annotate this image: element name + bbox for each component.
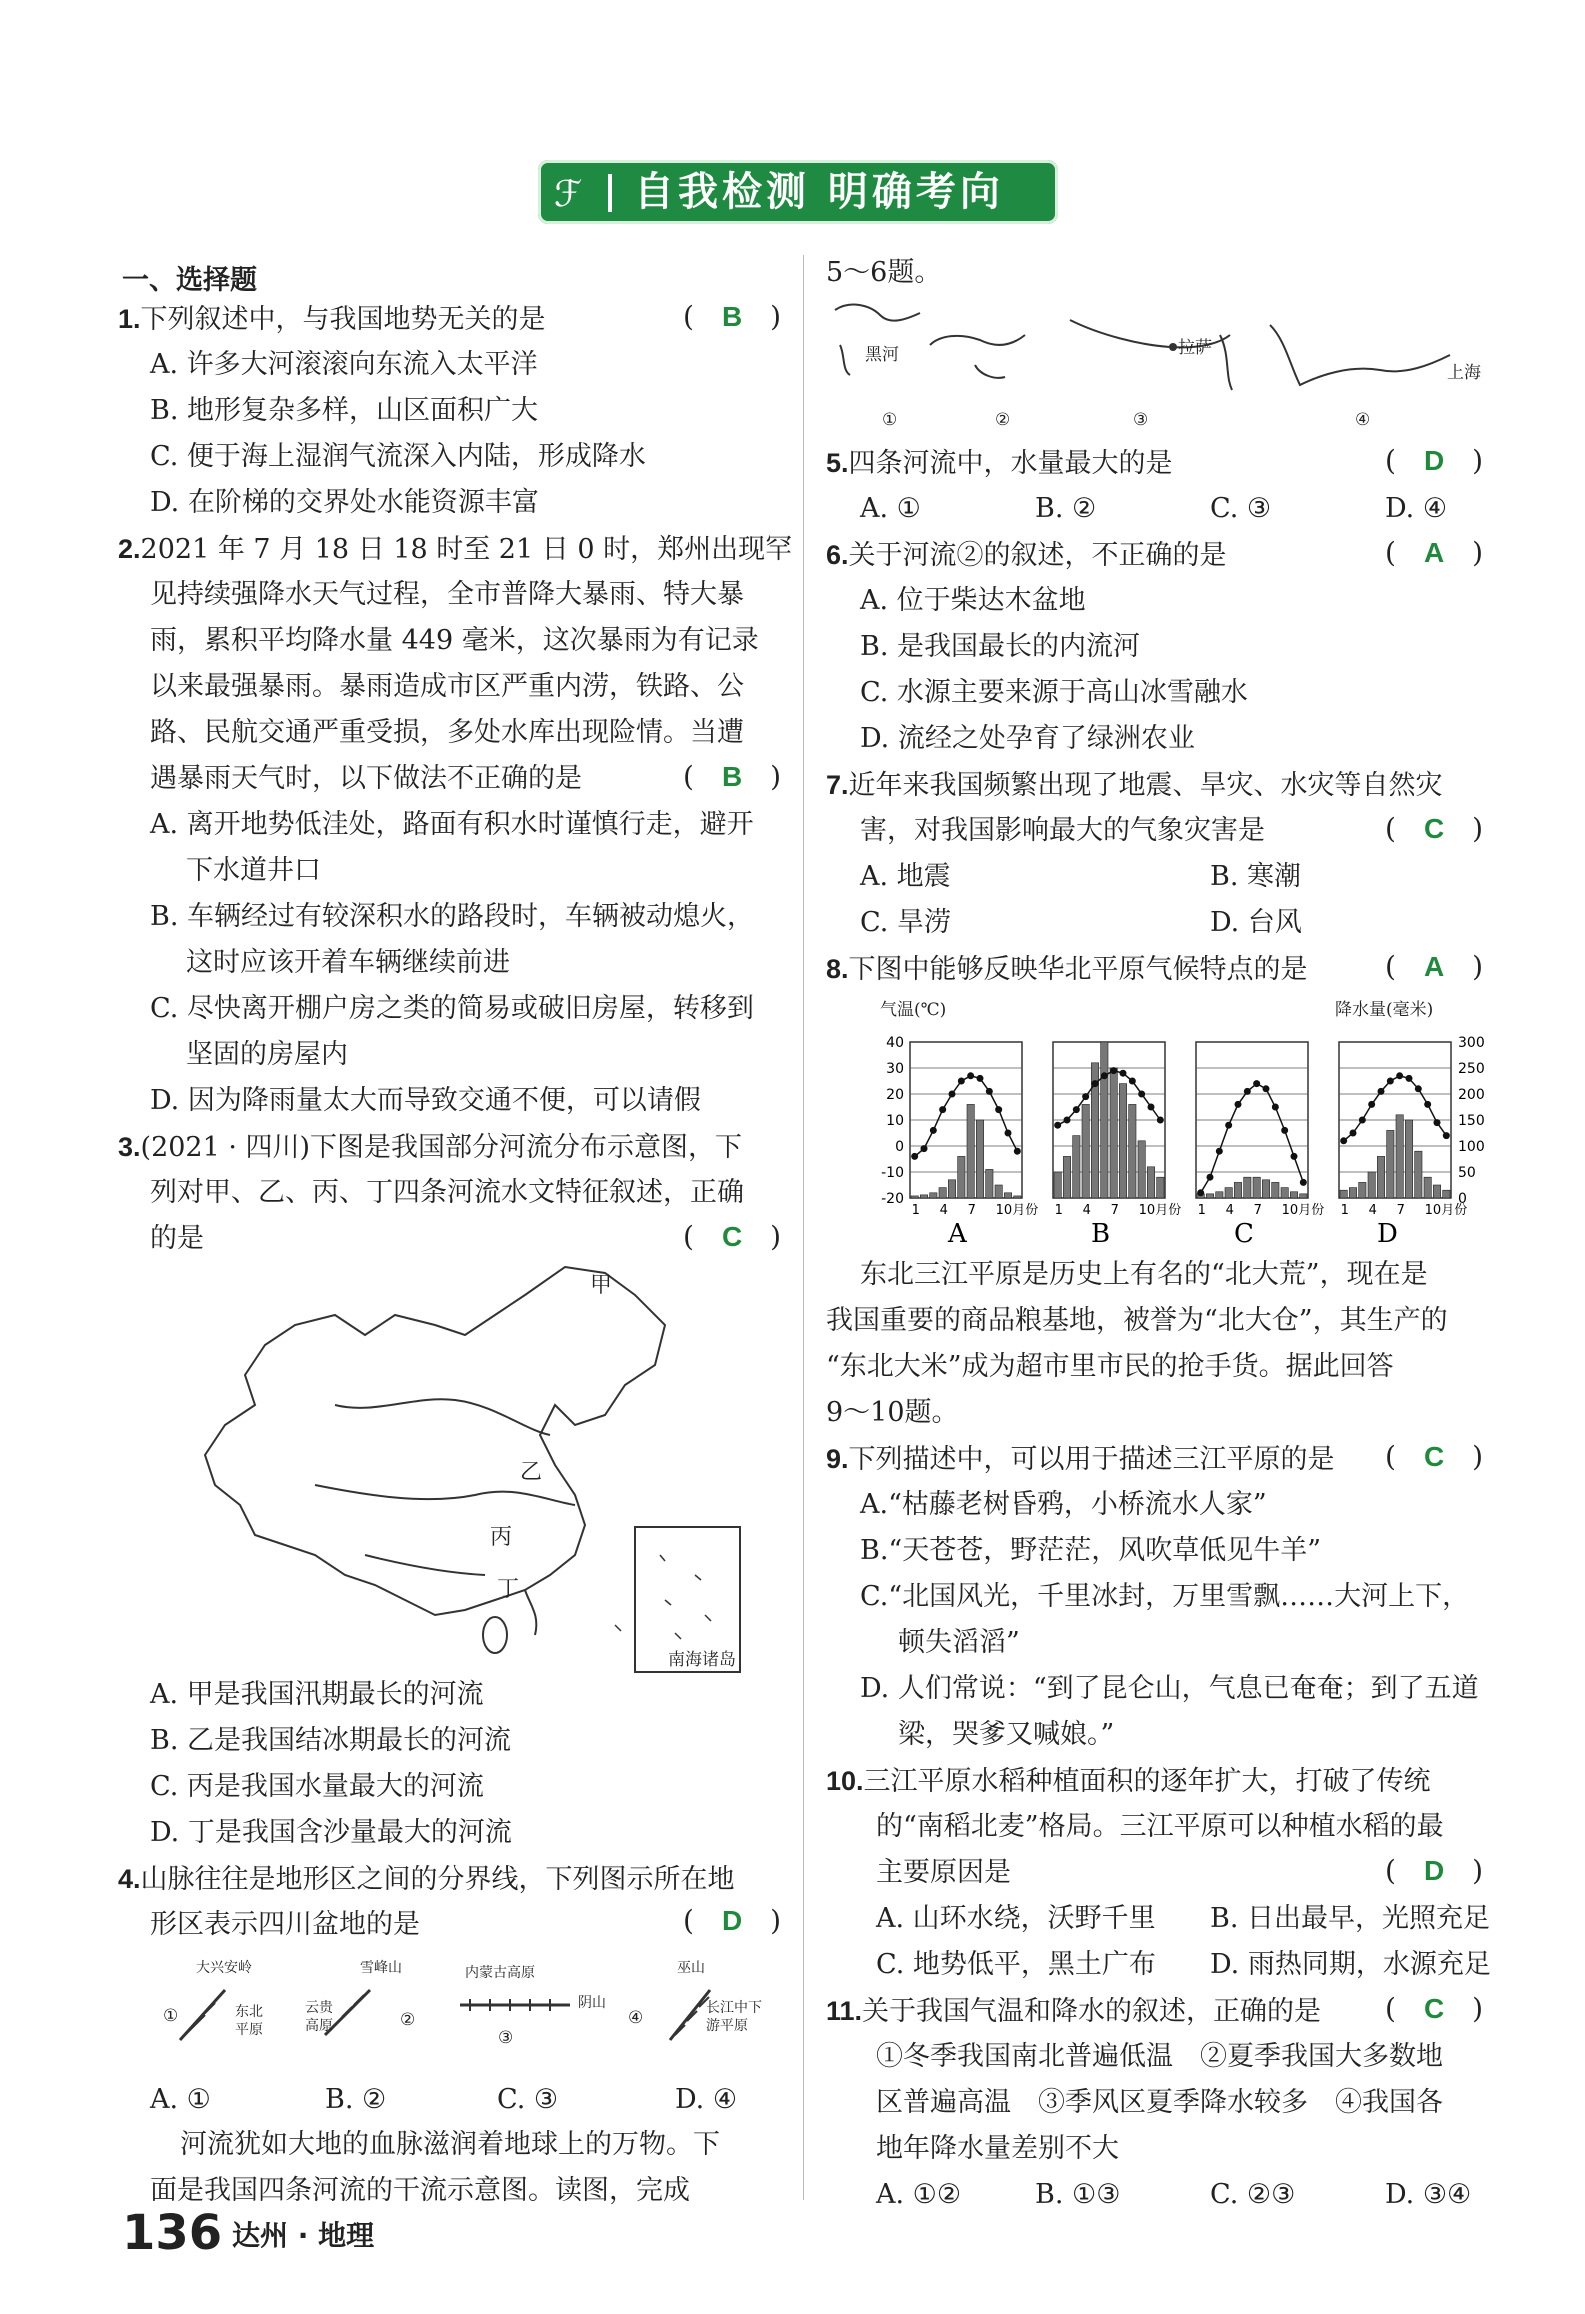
label-circle-1: ① xyxy=(163,2006,179,2026)
chart-name-label: B xyxy=(1091,1219,1111,1249)
label-youpingyuan: 游平原 xyxy=(706,2018,748,2034)
precip-bar xyxy=(967,1104,974,1198)
q5-option: A. ① xyxy=(860,493,921,524)
q7-option: C. 旱涝 xyxy=(860,907,951,938)
temperature-point xyxy=(1092,1080,1099,1087)
precip-bar xyxy=(1054,1172,1061,1198)
four-rivers-sketch xyxy=(830,295,1490,425)
q7-stem: 7.近年来我国频繁出现了地震、旱灾、水灾等自然灾 xyxy=(826,770,1443,801)
precip-bar xyxy=(1119,1084,1126,1198)
river-num-1: ① xyxy=(882,410,898,430)
map-label-jia: 甲 xyxy=(590,1273,613,1298)
q8-answer: ( A ) xyxy=(1385,950,1484,983)
q4-option: D. ④ xyxy=(675,2084,738,2115)
q2-stem-line: 路、民航交通严重受损，多处水库出现险情。当遭 xyxy=(150,717,744,748)
temperature-point xyxy=(1129,1078,1136,1085)
precip-tick-label: 200 xyxy=(1458,1087,1485,1103)
precip-bar xyxy=(1082,1104,1089,1198)
precip-tick-label: 300 xyxy=(1458,1035,1485,1051)
q7-option: B. 寒潮 xyxy=(1210,861,1302,892)
temperature-point xyxy=(939,1106,946,1113)
temperature-point xyxy=(995,1106,1002,1113)
precip-bar xyxy=(995,1185,1002,1198)
q6-option: B. 是我国最长的内流河 xyxy=(860,631,1141,662)
map-label-south-china-sea: 南海诸岛 xyxy=(668,1650,736,1670)
temperature-point xyxy=(1368,1101,1375,1108)
temperature-point xyxy=(1281,1127,1288,1134)
temperature-point xyxy=(949,1091,956,1098)
q5-stem: 5.四条河流中，水量最大的是 xyxy=(826,448,1173,479)
chart-name-label: D xyxy=(1377,1219,1398,1249)
precip-bar xyxy=(958,1156,965,1198)
q6-option: D. 流经之处孕育了绿洲农业 xyxy=(860,723,1195,754)
chart-ylabel-temp: 气温(℃) xyxy=(880,1000,947,1020)
month-tick-label: 1 xyxy=(911,1203,920,1218)
temperature-point xyxy=(1359,1117,1366,1124)
precip-bar xyxy=(1300,1194,1307,1198)
temperature-point xyxy=(986,1088,993,1095)
map-label-ding: 丁 xyxy=(497,1577,520,1602)
temperature-point xyxy=(1263,1085,1270,1092)
month-tick-label: 7 xyxy=(1396,1203,1405,1218)
label-gaoyuan: 高原 xyxy=(305,2018,333,2034)
q11-option: D. ③④ xyxy=(1385,2179,1472,2210)
q10-stem-line: 的“南稻北麦”格局。三江平原可以种植水稻的最 xyxy=(876,1811,1444,1842)
label-circle-4: ④ xyxy=(628,2008,644,2028)
label-neimenggu: 内蒙古高原 xyxy=(465,1965,535,1981)
map-label-yi: 乙 xyxy=(520,1460,543,1485)
q9-option: A.“枯藤老树昏鸦，小桥流水人家” xyxy=(860,1489,1267,1520)
chart-name-label: A xyxy=(948,1219,967,1249)
q9-stem: 9.下列描述中，可以用于描述三江平原的是 xyxy=(826,1444,1335,1475)
q3-option: A. 甲是我国汛期最长的河流 xyxy=(150,1679,484,1710)
temperature-line xyxy=(1058,1071,1161,1126)
page-number: 136 xyxy=(122,2205,223,2261)
q9-option-cont: 顿失滔滔” xyxy=(898,1627,1020,1658)
precip-bar xyxy=(1368,1172,1375,1198)
temperature-point xyxy=(1424,1101,1431,1108)
temperature-point xyxy=(1434,1119,1441,1126)
precip-bar xyxy=(1244,1177,1251,1198)
month-tick-label: 10月份 xyxy=(1138,1203,1182,1218)
temperature-point xyxy=(1207,1174,1214,1181)
month-tick-label: 7 xyxy=(1110,1203,1119,1218)
river-label-lasa: 拉萨 xyxy=(1178,338,1212,358)
precip-bar xyxy=(1290,1192,1297,1198)
q4-option: C. ③ xyxy=(497,2084,559,2115)
banner-title: 自我检测 明确考向 xyxy=(634,169,1004,215)
river-num-2: ② xyxy=(995,410,1011,430)
q2-stem-line: 以来最强暴雨。暴雨造成市区严重内涝，铁路、公 xyxy=(150,671,744,702)
precip-bar xyxy=(948,1180,955,1198)
temperature-point xyxy=(1378,1088,1385,1095)
temp-tick-label: 10 xyxy=(886,1113,904,1129)
temp-tick-label: 0 xyxy=(895,1139,904,1155)
precip-bar xyxy=(1415,1151,1422,1198)
q2-option: D. 因为降雨量太大而导致交通不便，可以请假 xyxy=(150,1085,701,1116)
precip-bar xyxy=(1443,1190,1450,1198)
q10-stem-line: 主要原因是 xyxy=(876,1857,1011,1888)
label-yungui: 云贵 xyxy=(305,2000,333,2016)
q6-option: C. 水源主要来源于高山冰雪融水 xyxy=(860,677,1248,708)
label-changjiang: 长江中下 xyxy=(706,2000,762,2016)
label-circle-3: ③ xyxy=(498,2028,514,2048)
q10-answer: ( D ) xyxy=(1385,1854,1484,1887)
intro-9-10: 东北三江平原是历史上有名的“北大荒”，现在是 xyxy=(860,1259,1428,1290)
temperature-point xyxy=(958,1078,965,1085)
precip-tick-label: 50 xyxy=(1458,1165,1476,1181)
temperature-point xyxy=(1014,1148,1021,1155)
intro-9-10-line: 我国重要的商品粮基地，被誉为“北大仓”，其生产的 xyxy=(826,1305,1448,1336)
q8-stem: 8.下图中能够反映华北平原气候特点的是 xyxy=(826,954,1308,985)
precip-tick-label: 250 xyxy=(1458,1061,1485,1077)
page-subject: 达州 · 地理 xyxy=(232,2219,375,2252)
q1-answer: ( B ) xyxy=(683,300,782,333)
q10-option: B. 日出最早，光照充足 xyxy=(1210,1903,1491,1934)
q11-stem: 11.关于我国气温和降水的叙述，正确的是 xyxy=(826,1996,1322,2027)
q3-option: D. 丁是我国含沙量最大的河流 xyxy=(150,1817,512,1848)
river-label-heihe: 黑河 xyxy=(865,345,899,365)
temperature-point xyxy=(1272,1104,1279,1111)
q1-option: C. 便于海上湿润气流深入内陆，形成降水 xyxy=(150,441,646,472)
q4-option: A. ① xyxy=(150,2084,211,2115)
precip-bar xyxy=(1073,1136,1080,1198)
month-tick-label: 7 xyxy=(1253,1203,1262,1218)
q2-option-cont: 坚固的房屋内 xyxy=(186,1039,348,1070)
q11-option: B. ①③ xyxy=(1035,2179,1121,2210)
month-tick-label: 7 xyxy=(967,1203,976,1218)
label-xuefengshan: 雪峰山 xyxy=(360,1960,402,1976)
temperature-point xyxy=(967,1072,974,1079)
q1-stem: 1.下列叙述中，与我国地势无关的是 xyxy=(118,304,546,335)
q2-stem-line: 雨，累积平均降水量 449 毫米，这次暴雨为有记录 xyxy=(150,625,759,656)
temperature-line xyxy=(1344,1076,1447,1141)
temperature-point xyxy=(1054,1122,1061,1129)
q3-answer: ( C ) xyxy=(683,1220,782,1253)
precip-bar xyxy=(1110,1068,1117,1198)
q3-stem-line: 列对甲、乙、丙、丁四条河流水文特征叙述，正确 xyxy=(150,1177,744,1208)
q9-option-cont: 梁，哭爹又喊娘。” xyxy=(898,1719,1115,1750)
precip-bar xyxy=(1138,1141,1145,1198)
month-tick-label: 10月份 xyxy=(995,1203,1039,1218)
precip-tick-label: 0 xyxy=(1458,1191,1467,1207)
q2-stem-line: 见持续强降水天气过程，全市普降大暴雨、特大暴 xyxy=(150,579,744,610)
q10-stem: 10.三江平原水稻种植面积的逐年扩大，打破了传统 xyxy=(826,1766,1431,1797)
precip-bar xyxy=(1377,1156,1384,1198)
chart-ylabel-precip: 降水量(毫米) xyxy=(1335,1000,1434,1020)
temperature-point xyxy=(1005,1130,1012,1137)
svg-text:ℱ: ℱ xyxy=(554,174,583,215)
intro-5-6: 河流犹如大地的血脉滋润着地球上的万物。下 xyxy=(180,2129,720,2160)
q7-stem-line: 害，对我国影响最大的气象灾害是 xyxy=(860,815,1265,846)
q9-option: C.“北国风光，千里冰封，万里雪飘……大河上下， xyxy=(860,1581,1470,1612)
chart-name-label: C xyxy=(1234,1219,1254,1249)
precip-bar xyxy=(1206,1194,1213,1198)
temperature-point xyxy=(1253,1080,1260,1087)
intro-5-6-line: 面是我国四条河流的干流示意图。读图，完成 xyxy=(150,2175,690,2206)
temperature-line xyxy=(1201,1084,1304,1193)
climate-charts xyxy=(820,1020,1510,1250)
temperature-point xyxy=(1157,1117,1164,1124)
intro-9-10-line: 9～10题。 xyxy=(826,1397,959,1428)
q3-stem: 3.(2021 · 四川)下图是我国部分河流分布示意图，下 xyxy=(118,1132,743,1163)
q7-option: A. 地震 xyxy=(860,861,951,892)
q6-stem: 6.关于河流②的叙述，不正确的是 xyxy=(826,540,1227,571)
q11-option: C. ②③ xyxy=(1210,2179,1296,2210)
month-tick-label: 4 xyxy=(1082,1203,1091,1218)
q9-answer: ( C ) xyxy=(1385,1440,1484,1473)
precip-bar xyxy=(1405,1120,1412,1198)
precip-bar xyxy=(1004,1193,1011,1198)
precip-bar xyxy=(976,1120,983,1198)
q2-answer: ( B ) xyxy=(683,760,782,793)
precip-bar xyxy=(1157,1177,1164,1198)
temperature-point xyxy=(1291,1153,1298,1160)
temp-tick-label: -10 xyxy=(881,1165,904,1181)
temperature-point xyxy=(1244,1088,1251,1095)
temperature-point xyxy=(1073,1106,1080,1113)
temperature-point xyxy=(1350,1130,1357,1137)
precip-bar xyxy=(1433,1185,1440,1198)
temperature-point xyxy=(1300,1179,1307,1186)
river-label-shanghai: 上海 xyxy=(1447,363,1481,383)
q6-answer: ( A ) xyxy=(1385,536,1484,569)
precip-bar xyxy=(1281,1188,1288,1198)
precip-bar xyxy=(920,1195,927,1198)
temperature-point xyxy=(911,1153,918,1160)
precip-bar xyxy=(1340,1190,1347,1198)
month-tick-label: 4 xyxy=(939,1203,948,1218)
temperature-line xyxy=(915,1076,1018,1157)
q3-option: B. 乙是我国结冰期最长的河流 xyxy=(150,1725,512,1756)
month-tick-label: 4 xyxy=(1225,1203,1234,1218)
q5-option: B. ② xyxy=(1035,493,1097,524)
precip-bar xyxy=(1101,1042,1108,1198)
precip-bar xyxy=(1262,1180,1269,1198)
month-tick-label: 4 xyxy=(1368,1203,1377,1218)
precip-bar xyxy=(1349,1188,1356,1198)
precip-bar xyxy=(1225,1188,1232,1198)
q6-option: A. 位于柴达木盆地 xyxy=(860,585,1086,616)
temperature-point xyxy=(1101,1072,1108,1079)
temperature-point xyxy=(1082,1093,1089,1100)
precip-bar xyxy=(1129,1104,1136,1198)
q10-option: A. 山环水绕，沃野千里 xyxy=(876,1903,1156,1934)
q2-option-cont: 这时应该开着车辆继续前进 xyxy=(186,947,510,978)
river-num-3: ③ xyxy=(1133,410,1149,430)
temperature-point xyxy=(1443,1132,1450,1139)
precip-bar xyxy=(1063,1156,1070,1198)
q7-answer: ( C ) xyxy=(1385,812,1484,845)
precip-tick-label: 100 xyxy=(1458,1139,1485,1155)
q11-option: A. ①② xyxy=(876,2179,962,2210)
q1-option: A. 许多大河滚滚向东流入太平洋 xyxy=(150,349,538,380)
temperature-point xyxy=(921,1145,928,1152)
temp-tick-label: -20 xyxy=(881,1191,904,1207)
temperature-point xyxy=(1148,1104,1155,1111)
precip-bar xyxy=(1359,1182,1366,1198)
q4-answer: ( D ) xyxy=(683,1904,782,1937)
precip-bar xyxy=(1234,1182,1241,1198)
precip-bar xyxy=(1387,1130,1394,1198)
precip-bar xyxy=(1272,1182,1279,1198)
temperature-point xyxy=(1120,1070,1127,1077)
q1-option: D. 在阶梯的交界处水能资源丰富 xyxy=(150,487,539,518)
q5-answer: ( D ) xyxy=(1385,444,1484,477)
precip-bar xyxy=(939,1188,946,1198)
q3-option: C. 丙是我国水量最大的河流 xyxy=(150,1771,484,1802)
label-wushan: 巫山 xyxy=(677,1960,705,1976)
river-num-4: ④ xyxy=(1355,410,1371,430)
section-title: 一、选择题 xyxy=(122,265,257,296)
precip-bar xyxy=(986,1169,993,1198)
precip-bar xyxy=(1216,1192,1223,1198)
map-label-bing: 丙 xyxy=(490,1525,513,1550)
q4-stem-line: 形区表示四川盆地的是 xyxy=(150,1909,420,1940)
q11-body: 区普遍高温 ③季风区夏季降水较多 ④我国各 xyxy=(876,2087,1443,2118)
month-tick-label: 10月份 xyxy=(1281,1203,1325,1218)
temp-tick-label: 40 xyxy=(886,1035,904,1051)
temperature-point xyxy=(977,1075,984,1082)
temperature-point xyxy=(1197,1189,1204,1196)
precip-tick-label: 150 xyxy=(1458,1113,1485,1129)
temperature-point xyxy=(1064,1117,1071,1124)
q10-option: D. 雨热同期，水源充足 xyxy=(1210,1949,1491,1980)
q11-body: 地年降水量差别不大 xyxy=(876,2133,1119,2164)
china-rivers-map xyxy=(195,1255,755,1675)
temperature-point xyxy=(1406,1075,1413,1082)
label-daxinganling: 大兴安岭 xyxy=(196,1960,252,1976)
precip-bar xyxy=(1396,1115,1403,1198)
q9-option: B.“天苍苍，野茫茫，风吹草低见牛羊” xyxy=(860,1535,1322,1566)
q2-option-cont: 下水道井口 xyxy=(186,855,321,886)
temperature-point xyxy=(1110,1067,1117,1074)
precip-bar xyxy=(1147,1167,1154,1198)
q10-option: C. 地势低平，黑土广布 xyxy=(876,1949,1156,1980)
precip-bar xyxy=(911,1196,918,1198)
temperature-point xyxy=(1396,1072,1403,1079)
q1-option: B. 地形复杂多样，山区面积广大 xyxy=(150,395,539,426)
temperature-point xyxy=(1225,1122,1232,1129)
temperature-point xyxy=(1235,1101,1242,1108)
q11-answer: ( C ) xyxy=(1385,1992,1484,2025)
temperature-point xyxy=(1415,1085,1422,1092)
runner-icon xyxy=(550,168,622,216)
temperature-point xyxy=(1216,1148,1223,1155)
month-tick-label: 10月份 xyxy=(1424,1203,1468,1218)
q9-option: D. 人们常说：“到了昆仑山，气息已奄奄；到了五道 xyxy=(860,1673,1479,1704)
precip-bar xyxy=(930,1193,937,1198)
month-tick-label: 1 xyxy=(1197,1203,1206,1218)
temp-tick-label: 30 xyxy=(886,1061,904,1077)
q2-stem-line: 遇暴雨天气时，以下做法不正确的是 xyxy=(150,763,582,794)
label-pingyuan: 平原 xyxy=(235,2022,263,2038)
precip-bar xyxy=(1253,1177,1260,1198)
q2-option: B. 车辆经过有较深积水的路段时，车辆被动熄火， xyxy=(150,901,755,932)
temperature-point xyxy=(930,1127,937,1134)
q4-option: B. ② xyxy=(325,2084,387,2115)
month-tick-label: 1 xyxy=(1054,1203,1063,1218)
label-yinshan: 阴山 xyxy=(578,1995,606,2011)
temperature-point xyxy=(1340,1137,1347,1144)
q2-option: C. 尽快离开棚户房之类的简易或破旧房屋，转移到 xyxy=(150,993,754,1024)
precip-bar xyxy=(1014,1196,1021,1198)
intro-9-10-line: “东北大米”成为超市里市民的抢手货。据此回答 xyxy=(826,1351,1394,1382)
q4-stem: 4.山脉往往是地形区之间的分界线，下列图示所在地 xyxy=(118,1864,735,1895)
q2-option: A. 离开地势低洼处，路面有积水时谨慎行走，避开 xyxy=(150,809,754,840)
temp-tick-label: 20 xyxy=(886,1087,904,1103)
label-dongbei: 东北 xyxy=(235,2004,263,2020)
temperature-point xyxy=(1138,1091,1145,1098)
month-tick-label: 1 xyxy=(1340,1203,1349,1218)
q5-option: C. ③ xyxy=(1210,493,1272,524)
label-circle-2: ② xyxy=(400,2010,416,2030)
temperature-point xyxy=(1387,1078,1394,1085)
q7-option: D. 台风 xyxy=(1210,907,1302,938)
q2-stem: 2.2021 年 7 月 18 日 18 时至 21 日 0 时，郑州出现罕 xyxy=(118,534,793,565)
precip-bar xyxy=(1424,1177,1431,1198)
section-banner xyxy=(538,160,1058,224)
q5-option: D. ④ xyxy=(1385,493,1448,524)
column-divider xyxy=(803,255,804,2200)
q11-body: ①冬季我国南北普遍低温 ②夏季我国大多数地 xyxy=(876,2041,1443,2072)
q3-stem-line: 的是 xyxy=(150,1223,204,1254)
intro-5-6-end: 5～6题。 xyxy=(826,257,942,288)
